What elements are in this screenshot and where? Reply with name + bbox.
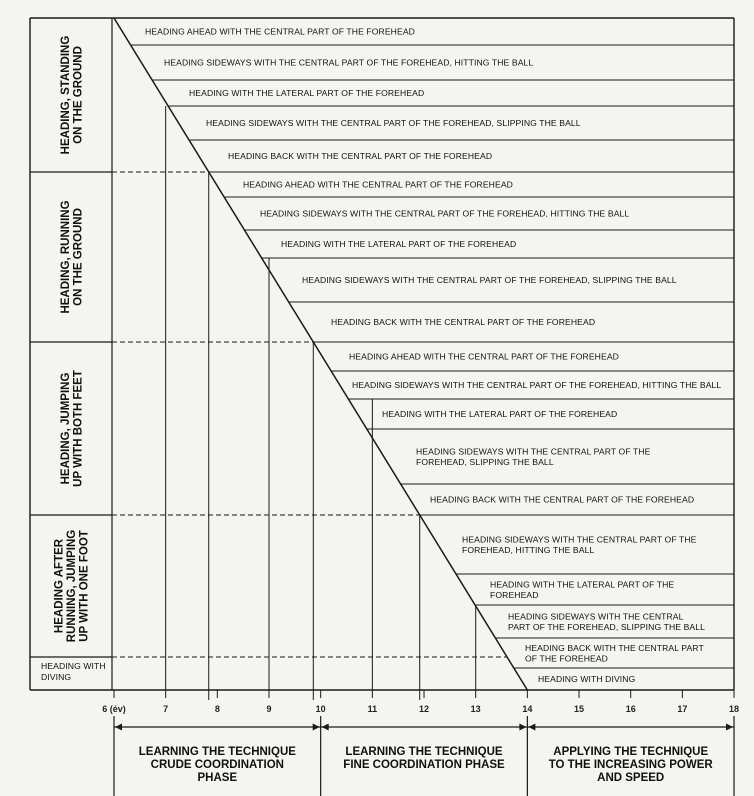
technique-row-label: HEADING SIDEWAYS WITH THE CENTRAL PART OF THE FOREHEAD, HITTING THE BALL <box>352 380 722 390</box>
axis-tick-label: 17 <box>677 704 688 714</box>
axis-tick-label: 15 <box>574 704 585 714</box>
group-label-diving: HEADING WITH <box>41 661 106 671</box>
phase-label: LEARNING THE TECHNIQUE <box>345 746 503 758</box>
arrow-head <box>528 724 535 731</box>
axis-tick-label: 12 <box>419 704 430 714</box>
group-label <box>54 530 91 643</box>
group-label-line: HEADING, STANDING <box>59 35 72 155</box>
group-label-diving: DIVING <box>41 672 72 682</box>
technique-row-label: HEADING AHEAD WITH THE CENTRAL PART OF THE FOREHEAD <box>145 26 415 37</box>
group-label-line: ON THE GROUND <box>72 46 85 144</box>
technique-row-label: HEADING AHEAD WITH THE CENTRAL PART OF THE FOREHEAD <box>243 179 513 190</box>
technique-row-label: FOREHEAD, SLIPPING THE BALL <box>416 456 554 467</box>
group-label <box>60 200 85 313</box>
arrow-head <box>726 724 733 731</box>
arrow-head <box>313 724 320 731</box>
axis-tick-label: 18 <box>729 704 740 714</box>
arrow-head <box>519 724 526 731</box>
axis-tick-label: 14 <box>522 704 533 714</box>
axis-tick-label: 8 <box>214 704 220 714</box>
group-label-line: ON THE GROUND <box>72 208 85 306</box>
axis-tick-label: 7 <box>163 704 169 714</box>
technique-row-label: HEADING WITH THE LATERAL PART OF THE FOREHEAD <box>382 409 618 419</box>
technique-row-label: HEADING WITH DIVING <box>538 674 636 684</box>
axis-tick-label: 11 <box>367 704 378 714</box>
arrow-head <box>115 724 122 731</box>
technique-row-label: FOREHEAD, HITTING THE BALL <box>462 544 595 555</box>
phase-label: LEARNING THE TECHNIQUE <box>138 746 296 758</box>
group-label-line: UP WITH BOTH FEET <box>72 370 85 487</box>
technique-row-label: HEADING SIDEWAYS WITH THE CENTRAL PART OF THE <box>416 446 651 457</box>
group-label-line: UP WITH ONE FOOT <box>78 530 91 642</box>
technique-row-label: PART OF THE FOREHEAD, SLIPPING THE BALL <box>508 621 705 632</box>
axis-tick-label: 13 <box>470 704 481 714</box>
technique-row-label: HEADING BACK WITH THE CENTRAL PART OF THE FOREHEAD <box>331 317 596 327</box>
technique-row-label: HEADING SIDEWAYS WITH THE CENTRAL PART OF THE FOREHEAD, SLIPPING THE BALL <box>302 275 677 285</box>
row-labels <box>145 27 721 685</box>
axis-tick-label: 16 <box>625 704 636 714</box>
group-label-line: HEADING, RUNNING <box>59 200 72 314</box>
technique-row-label: HEADING BACK WITH THE CENTRAL PART OF THE FOREHEAD <box>228 151 493 161</box>
phase-label: APPLYING THE TECHNIQUE <box>553 746 709 758</box>
technique-row-label: HEADING SIDEWAYS WITH THE CENTRAL PART OF THE FOREHEAD, SLIPPING THE BALL <box>206 118 581 128</box>
axis-tick-label: 10 <box>315 704 326 714</box>
arrow-head <box>322 724 329 731</box>
group-label <box>60 36 85 155</box>
technique-row-label: FOREHEAD <box>490 589 539 600</box>
phase-label: CRUDE COORDINATION <box>150 759 284 771</box>
technique-row-label: HEADING SIDEWAYS WITH THE CENTRAL <box>508 611 684 622</box>
phase-label: PHASE <box>197 772 238 784</box>
technique-row-label: HEADING BACK WITH THE CENTRAL PART <box>525 642 704 653</box>
group-labels <box>41 36 106 682</box>
technique-row-label: HEADING WITH THE LATERAL PART OF THE FOREHEAD <box>189 88 425 98</box>
technique-row-label: HEADING WITH THE LATERAL PART OF THE FOREHEAD <box>281 239 517 249</box>
phase-label: FINE COORDINATION PHASE <box>343 759 505 771</box>
axis-tick-label: 6 (év) <box>102 704 126 714</box>
technique-row-label: OF THE FOREHEAD <box>525 653 608 664</box>
phase-label: AND SPEED <box>597 772 665 784</box>
phase-label: TO THE INCREASING POWER <box>548 759 713 771</box>
axis-tick-label: 9 <box>266 704 272 714</box>
group-label-line: HEADING, JUMPING <box>59 372 72 485</box>
technique-row-label: HEADING SIDEWAYS WITH THE CENTRAL PART OF THE <box>462 534 697 545</box>
group-label-line: HEADING AFTER <box>53 538 66 634</box>
phase-section <box>114 716 734 796</box>
technique-row-label: HEADING SIDEWAYS WITH THE CENTRAL PART OF THE FOREHEAD, HITTING THE BALL <box>260 208 630 219</box>
group-label-line: RUNNING, JUMPING <box>66 529 78 643</box>
group-label <box>60 370 85 487</box>
technique-row-label: HEADING WITH THE LATERAL PART OF THE <box>490 579 675 590</box>
technique-row-label: HEADING BACK WITH THE CENTRAL PART OF THE FOREHEAD <box>430 494 695 505</box>
technique-row-label: HEADING AHEAD WITH THE CENTRAL PART OF THE FOREHEAD <box>349 351 619 362</box>
age-axis <box>102 690 739 714</box>
technique-row-label: HEADING SIDEWAYS WITH THE CENTRAL PART OF THE FOREHEAD, HITTING THE BALL <box>164 57 534 68</box>
